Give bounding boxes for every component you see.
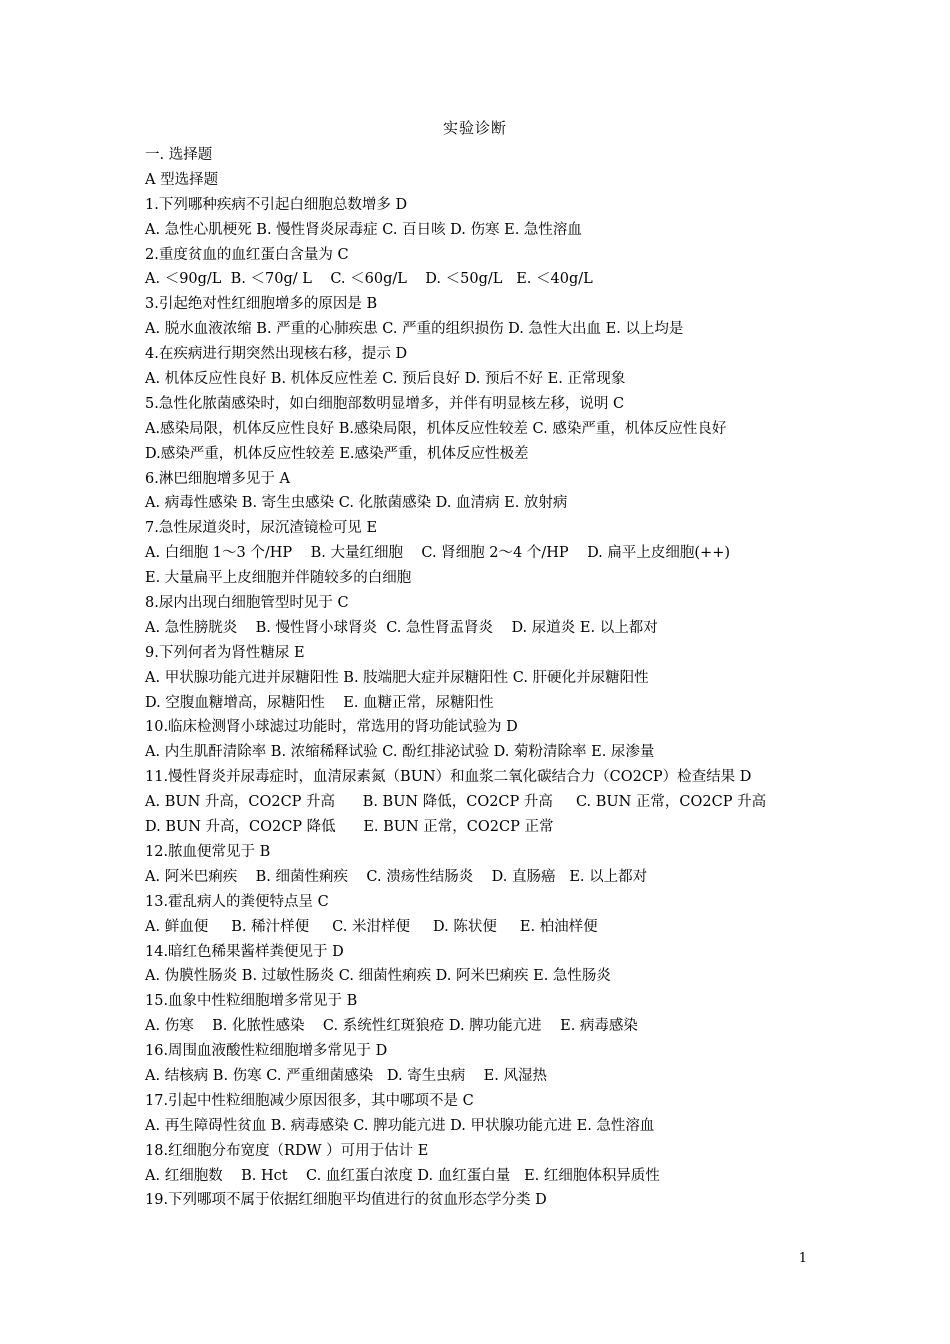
document-line: 8.尿内出现白细胞管型时见于 C xyxy=(145,595,349,612)
document-line: 2.重度贫血的血红蛋白含量为 C xyxy=(145,246,349,263)
document-line: 15.血象中性粒细胞增多常见于 B xyxy=(145,993,358,1010)
document-line: A. 急性心肌梗死 B. 慢性肾炎尿毒症 C. 百日咳 D. 伤寒 E. 急性溶血 xyxy=(145,221,582,238)
document-line: 18.红细胞分布宽度（RDW ）可用于估计 E xyxy=(145,1142,429,1159)
document-line: A. ＜90g/L B. ＜70g/ L C. ＜60g/L D. ＜50g/L E. ＜40g/L xyxy=(145,271,593,288)
document-line: A. 再生障碍性贫血 B. 病毒感染 C. 脾功能亢进 D. 甲状腺功能亢进 E. 急性溶血 xyxy=(145,1117,655,1134)
document-line: D.感染严重，机体反应性较差 E.感染严重，机体反应性极差 xyxy=(145,445,529,462)
document-line: 11.慢性肾炎并尿毒症时，血清尿素氮（BUN）和血浆二氧化碳结合力（CO2CP）检查结果 D xyxy=(145,769,752,786)
document-line: A. 病毒性感染 B. 寄生虫感染 C. 化脓菌感染 D. 血清病 E. 放射病 xyxy=(145,495,568,512)
document-line: A. 鲜血便 B. 稀汁样便 C. 米泔样便 D. 陈状便 E. 柏油样便 xyxy=(145,918,598,935)
document-line: 13.霍乱病人的粪便特点呈 C xyxy=(145,893,329,910)
document-line: 一. 选择题 xyxy=(145,147,213,163)
document-line: A. 结核病 B. 伤寒 C. 严重细菌感染 D. 寄生虫病 E. 风湿热 xyxy=(145,1067,547,1084)
document-line: 9.下列何者为肾性糖尿 E xyxy=(145,644,305,661)
document-line: 1.下列哪种疾病不引起白细胞总数增多 D xyxy=(145,196,408,213)
document-title: 实验诊断 xyxy=(442,119,507,137)
document-line: 17.引起中性粒细胞减少原因很多，其中哪项不是 C xyxy=(145,1092,474,1109)
page-number: 1 xyxy=(798,1251,807,1266)
document-line: A. BUN 升高，CO2CP 升高 B. BUN 降低，CO2CP 升高 C. BUN 正常，CO2CP 升高 xyxy=(145,794,767,811)
document-line: A. 甲状腺功能亢进并尿糖阳性 B. 肢端肥大症并尿糖阳性 C. 肝硬化并尿糖阳性 xyxy=(145,669,649,686)
document-line: A. 内生肌酐清除率 B. 浓缩稀释试验 C. 酚红排泌试验 D. 菊粉清除率 E. 尿渗量 xyxy=(145,744,655,761)
document-line: A. 伤寒 B. 化脓性感染 C. 系统性红斑狼疮 D. 脾功能亢进 E. 病毒感染 xyxy=(145,1018,638,1035)
document-line: 5.急性化脓菌感染时，如白细胞部数明显增多，并伴有明显核左移，说明 C xyxy=(145,395,625,412)
document-line: A. 伪膜性肠炎 B. 过敏性肠炎 C. 细菌性痢疾 D. 阿米巴痢疾 E. 急性肠炎 xyxy=(145,968,611,985)
document-body xyxy=(145,143,845,1213)
document-line: 10.临床检测肾小球滤过功能时，常选用的肾功能试验为 D xyxy=(145,719,518,736)
document-line: A. 白细胞 1～3 个/HP B. 大量红细胞 C. 肾细胞 2～4 个/HP D. 扁平上皮细胞(++) xyxy=(145,545,731,562)
document-line: 4.在疾病进行期突然出现核右移，提示 D xyxy=(145,346,408,363)
document-line: A. 急性膀胱炎 B. 慢性肾小球肾炎 C. 急性肾盂肾炎 D. 尿道炎 E. 以上都对 xyxy=(145,619,658,636)
document-line: D. BUN 升高，CO2CP 降低 E. BUN 正常，CO2CP 正常 xyxy=(145,819,554,836)
document-line: 16.周围血液酸性粒细胞增多常见于 D xyxy=(145,1043,388,1060)
document-line: A. 机体反应性良好 B. 机体反应性差 C. 预后良好 D. 预后不好 E. 正常现象 xyxy=(145,371,626,388)
document-line: 14.暗红色稀果酱样粪便见于 D xyxy=(145,943,344,960)
document-line: 6.淋巴细胞增多见于 A xyxy=(145,470,290,487)
document-line: 19.下列哪项不属于依据红细胞平均值进行的贫血形态学分类 D xyxy=(145,1192,547,1209)
document-line: A.感染局限，机体反应性良好 B.感染局限，机体反应性较差 C. 感染严重，机体反应性良好 xyxy=(145,420,727,437)
document-line: E. 大量扁平上皮细胞并伴随较多的白细胞 xyxy=(145,570,412,587)
document-line: 12.脓血便常见于 B xyxy=(145,843,271,860)
document-line: A. 红细胞数 B. Hct C. 血红蛋白浓度 D. 血红蛋白量 E. 红细胞体积异质性 xyxy=(145,1167,660,1184)
document-line: 7.急性尿道炎时，尿沉渣镜检可见 E xyxy=(145,520,378,537)
document-line: 3.引起绝对性红细胞增多的原因是 B xyxy=(145,296,378,313)
document-line: A 型选择题 xyxy=(145,171,219,188)
document-line: D. 空腹血糖增高，尿糖阳性 E. 血糖正常，尿糖阳性 xyxy=(145,694,494,711)
document-line: A. 阿米巴痢疾 B. 细菌性痢疾 C. 溃疡性结肠炎 D. 直肠癌 E. 以上都对 xyxy=(145,868,648,885)
document-line: A. 脱水血液浓缩 B. 严重的心肺疾患 C. 严重的组织损伤 D. 急性大出血 E. 以上均是 xyxy=(145,321,684,338)
